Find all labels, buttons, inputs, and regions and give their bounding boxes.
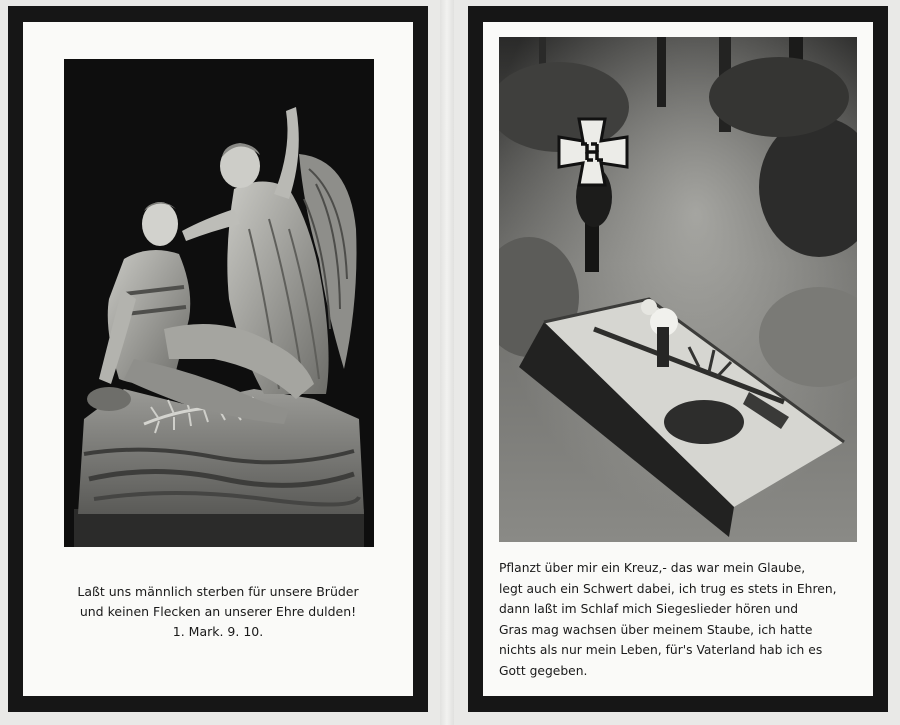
verse-left [23,582,413,642]
verse-right [499,558,857,681]
verse-line: Gras mag wachsen über meinem Staube, ich hatte [499,622,813,637]
card-inner-left [23,22,413,696]
verse-line: Pflanzt über mir ein Kreuz,- das war mein Glaube, [499,561,806,575]
angel-statue-photo [64,59,374,547]
memorial-card-left [8,6,428,712]
memorial-card-right [468,6,888,712]
grave-with-iron-cross-photo [499,37,857,542]
verse-line: dann laßt im Schlaf mich Siegeslieder hören und [499,602,799,616]
verse-line: legt auch ein Schwert dabei, ich trug es stets in Ehren, [499,581,837,596]
page-fold [440,0,454,725]
verse-line: und keinen Flecken an unserer Ehre dulden! [79,604,357,619]
card-inner-right [483,22,873,696]
bible-citation: 1. Mark. 9. 10. [172,624,264,639]
verse-line: Gott gegeben. [499,663,588,678]
verse-line: nichts als nur mein Leben, für's Vaterland hab ich es [499,643,823,657]
verse-line: Laßt uns männlich sterben für unsere Brüder [77,584,359,599]
